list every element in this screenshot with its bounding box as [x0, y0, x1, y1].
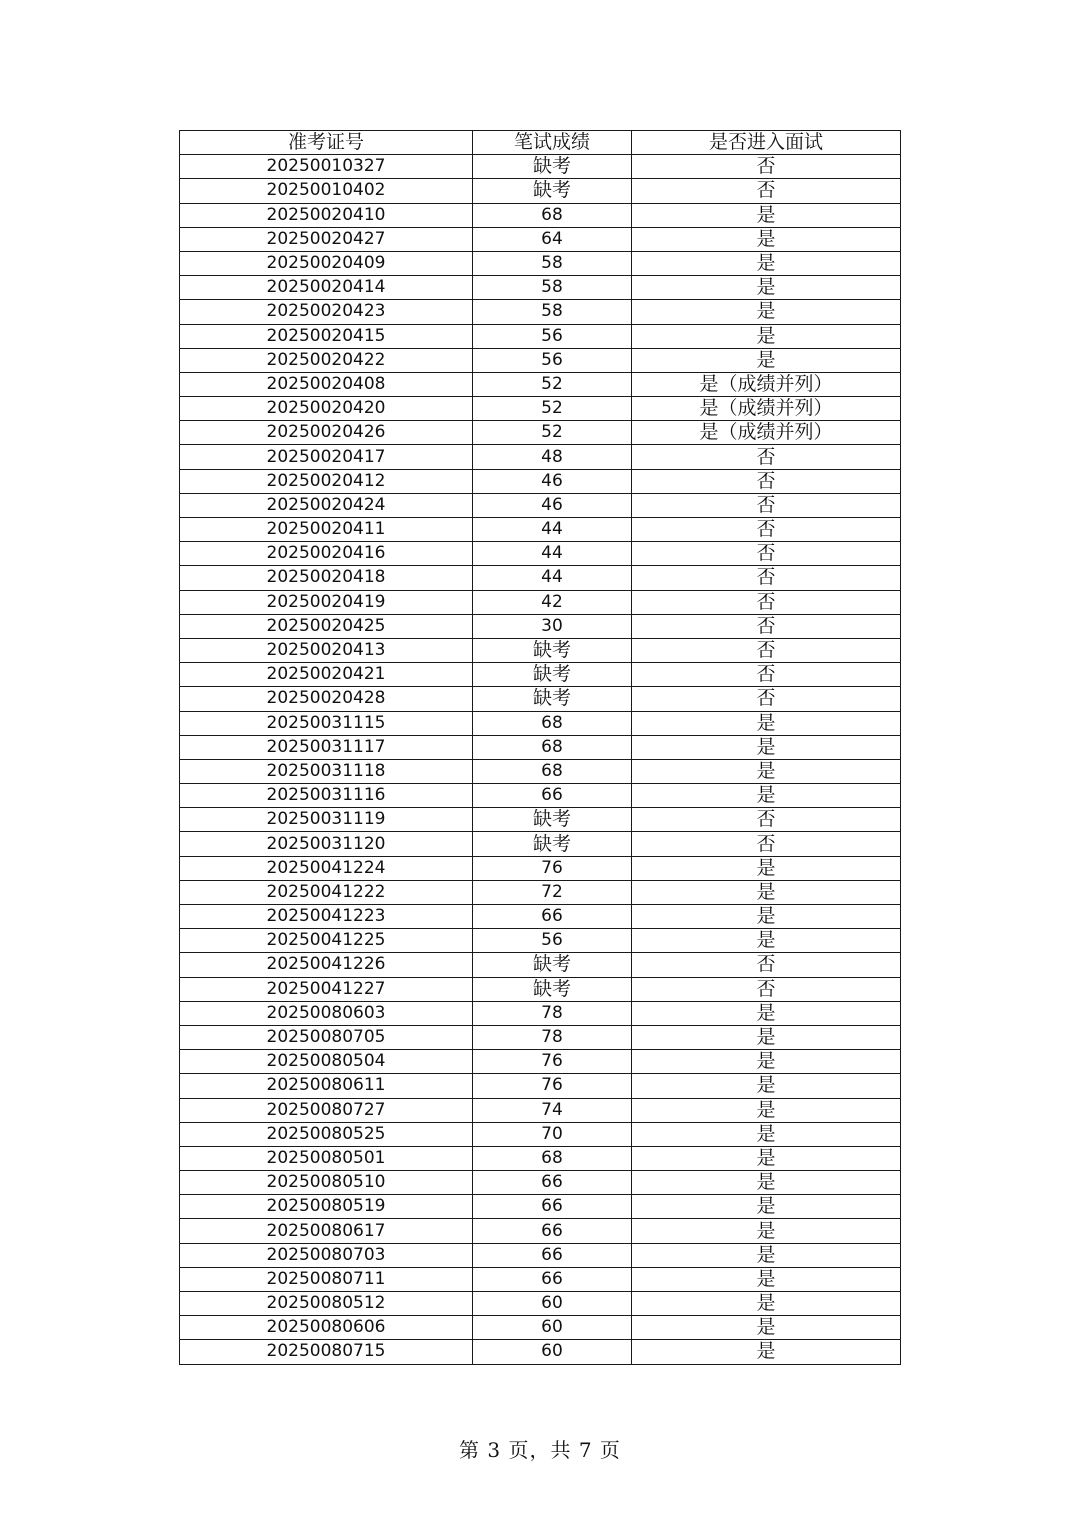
cell-exam-id: 20250041225	[180, 929, 473, 953]
cell-written-score: 68	[473, 711, 632, 735]
cell-exam-id: 20250080603	[180, 1001, 473, 1025]
cell-exam-id: 20250020423	[180, 300, 473, 324]
cell-exam-id: 20250080510	[180, 1171, 473, 1195]
cell-exam-id: 20250020415	[180, 324, 473, 348]
cell-exam-id: 20250010327	[180, 155, 473, 179]
table-row	[180, 251, 901, 275]
cell-interview-status: 是	[632, 1340, 901, 1364]
table-row	[180, 784, 901, 808]
cell-written-score: 78	[473, 1001, 632, 1025]
cell-written-score: 缺考	[473, 663, 632, 687]
cell-exam-id: 20250020413	[180, 638, 473, 662]
cell-written-score: 68	[473, 1146, 632, 1170]
cell-exam-id: 20250041223	[180, 905, 473, 929]
cell-written-score: 68	[473, 735, 632, 759]
cell-exam-id: 20250010402	[180, 179, 473, 203]
table-row	[180, 493, 901, 517]
table-row	[180, 300, 901, 324]
cell-interview-status: 是	[632, 735, 901, 759]
cell-exam-id: 20250020426	[180, 421, 473, 445]
table-row	[180, 348, 901, 372]
cell-interview-status: 是	[632, 1219, 901, 1243]
cell-exam-id: 20250080525	[180, 1122, 473, 1146]
cell-interview-status: 否	[632, 469, 901, 493]
cell-interview-status: 否	[632, 663, 901, 687]
cell-written-score: 56	[473, 929, 632, 953]
cell-exam-id: 20250041227	[180, 977, 473, 1001]
cell-written-score: 56	[473, 348, 632, 372]
cell-interview-status: 否	[632, 518, 901, 542]
cell-exam-id: 20250020416	[180, 542, 473, 566]
cell-interview-status: 是	[632, 880, 901, 904]
cell-interview-status: 否	[632, 977, 901, 1001]
cell-written-score: 46	[473, 469, 632, 493]
cell-written-score: 44	[473, 566, 632, 590]
header-interview-status: 是否进入面试	[632, 131, 901, 155]
cell-interview-status: 否	[632, 590, 901, 614]
cell-written-score: 缺考	[473, 687, 632, 711]
table-row	[180, 1146, 901, 1170]
cell-exam-id: 20250080703	[180, 1243, 473, 1267]
table-row	[180, 276, 901, 300]
cell-written-score: 52	[473, 397, 632, 421]
cell-interview-status: 是（成绩并列）	[632, 372, 901, 396]
cell-interview-status: 否	[632, 566, 901, 590]
table-row	[180, 1340, 901, 1364]
table-row	[180, 1267, 901, 1291]
cell-written-score: 66	[473, 1267, 632, 1291]
table-row	[180, 1001, 901, 1025]
table-row	[180, 1122, 901, 1146]
page-number-footer: 第 3 页，共 7 页	[459, 1438, 621, 1462]
cell-written-score: 66	[473, 784, 632, 808]
table-row	[180, 953, 901, 977]
cell-written-score: 44	[473, 542, 632, 566]
cell-written-score: 缺考	[473, 953, 632, 977]
table-row	[180, 542, 901, 566]
cell-written-score: 66	[473, 1171, 632, 1195]
table-row	[180, 1171, 901, 1195]
cell-interview-status: 是	[632, 1122, 901, 1146]
cell-exam-id: 20250031119	[180, 808, 473, 832]
cell-exam-id: 20250020419	[180, 590, 473, 614]
cell-written-score: 58	[473, 300, 632, 324]
cell-interview-status: 是	[632, 251, 901, 275]
table-row	[180, 445, 901, 469]
table-row	[180, 1098, 901, 1122]
cell-written-score: 60	[473, 1292, 632, 1316]
cell-exam-id: 20250080711	[180, 1267, 473, 1291]
table-row	[180, 735, 901, 759]
cell-exam-id: 20250020410	[180, 203, 473, 227]
cell-exam-id: 20250080611	[180, 1074, 473, 1098]
table-row	[180, 179, 901, 203]
table-body	[180, 155, 901, 1364]
cell-interview-status: 是	[632, 1098, 901, 1122]
table-row	[180, 203, 901, 227]
cell-written-score: 缺考	[473, 808, 632, 832]
cell-written-score: 66	[473, 1219, 632, 1243]
cell-written-score: 30	[473, 614, 632, 638]
cell-written-score: 52	[473, 421, 632, 445]
cell-interview-status: 否	[632, 614, 901, 638]
table-row	[180, 638, 901, 662]
cell-exam-id: 20250041224	[180, 856, 473, 880]
table-row	[180, 1219, 901, 1243]
cell-interview-status: 是	[632, 276, 901, 300]
cell-written-score: 76	[473, 1050, 632, 1074]
cell-exam-id: 20250080617	[180, 1219, 473, 1243]
cell-interview-status: 否	[632, 179, 901, 203]
table-row	[180, 1195, 901, 1219]
cell-exam-id: 20250080715	[180, 1340, 473, 1364]
cell-interview-status: 否	[632, 155, 901, 179]
table-row	[180, 155, 901, 179]
header-exam-id: 准考证号	[180, 131, 473, 155]
table-row	[180, 1292, 901, 1316]
cell-exam-id: 20250080504	[180, 1050, 473, 1074]
cell-exam-id: 20250020420	[180, 397, 473, 421]
cell-interview-status: 否	[632, 638, 901, 662]
cell-exam-id: 20250080606	[180, 1316, 473, 1340]
cell-interview-status: 是	[632, 1050, 901, 1074]
cell-exam-id: 20250020417	[180, 445, 473, 469]
cell-interview-status: 是	[632, 759, 901, 783]
cell-written-score: 68	[473, 203, 632, 227]
table-row	[180, 1025, 901, 1049]
table-row	[180, 590, 901, 614]
cell-exam-id: 20250020411	[180, 518, 473, 542]
table-row	[180, 1050, 901, 1074]
cell-interview-status: 是	[632, 348, 901, 372]
cell-written-score: 66	[473, 1243, 632, 1267]
table-row	[180, 711, 901, 735]
cell-exam-id: 20250031118	[180, 759, 473, 783]
cell-interview-status: 否	[632, 832, 901, 856]
cell-written-score: 缺考	[473, 832, 632, 856]
header-written-score: 笔试成绩	[473, 131, 632, 155]
cell-written-score: 48	[473, 445, 632, 469]
table-row	[180, 880, 901, 904]
cell-written-score: 56	[473, 324, 632, 348]
cell-written-score: 42	[473, 590, 632, 614]
cell-interview-status: 是	[632, 1267, 901, 1291]
cell-interview-status: 是	[632, 929, 901, 953]
cell-exam-id: 20250020408	[180, 372, 473, 396]
cell-interview-status: 是	[632, 784, 901, 808]
table-row	[180, 663, 901, 687]
table-row	[180, 1316, 901, 1340]
table-row	[180, 808, 901, 832]
cell-exam-id: 20250020427	[180, 227, 473, 251]
cell-interview-status: 是	[632, 1316, 901, 1340]
cell-interview-status: 是	[632, 324, 901, 348]
cell-exam-id: 20250080705	[180, 1025, 473, 1049]
cell-written-score: 60	[473, 1340, 632, 1364]
cell-exam-id: 20250031120	[180, 832, 473, 856]
table-row	[180, 977, 901, 1001]
cell-exam-id: 20250020414	[180, 276, 473, 300]
table-row	[180, 397, 901, 421]
cell-interview-status: 是	[632, 1292, 901, 1316]
cell-exam-id: 20250020409	[180, 251, 473, 275]
table-row	[180, 905, 901, 929]
table-row	[180, 929, 901, 953]
table-row	[180, 687, 901, 711]
cell-written-score: 缺考	[473, 977, 632, 1001]
cell-written-score: 68	[473, 759, 632, 783]
cell-interview-status: 是	[632, 711, 901, 735]
cell-written-score: 76	[473, 1074, 632, 1098]
table-row	[180, 227, 901, 251]
table-row	[180, 1074, 901, 1098]
cell-interview-status: 否	[632, 808, 901, 832]
cell-interview-status: 是	[632, 1195, 901, 1219]
cell-written-score: 缺考	[473, 179, 632, 203]
cell-written-score: 74	[473, 1098, 632, 1122]
table-row	[180, 1243, 901, 1267]
table-row	[180, 324, 901, 348]
cell-interview-status: 是	[632, 856, 901, 880]
cell-interview-status: 是	[632, 1146, 901, 1170]
cell-written-score: 66	[473, 905, 632, 929]
cell-interview-status: 是（成绩并列）	[632, 397, 901, 421]
cell-written-score: 60	[473, 1316, 632, 1340]
cell-written-score: 44	[473, 518, 632, 542]
cell-interview-status: 是	[632, 300, 901, 324]
cell-exam-id: 20250041222	[180, 880, 473, 904]
cell-exam-id: 20250020412	[180, 469, 473, 493]
cell-exam-id: 20250020418	[180, 566, 473, 590]
cell-exam-id: 20250020428	[180, 687, 473, 711]
cell-written-score: 78	[473, 1025, 632, 1049]
cell-exam-id: 20250020422	[180, 348, 473, 372]
table-row	[180, 421, 901, 445]
cell-interview-status: 是	[632, 1025, 901, 1049]
cell-written-score: 72	[473, 880, 632, 904]
cell-interview-status: 是	[632, 1074, 901, 1098]
header-row	[180, 131, 901, 155]
cell-exam-id: 20250020424	[180, 493, 473, 517]
cell-exam-id: 20250080519	[180, 1195, 473, 1219]
table-row	[180, 759, 901, 783]
table-row	[180, 372, 901, 396]
cell-interview-status: 是	[632, 203, 901, 227]
cell-written-score: 64	[473, 227, 632, 251]
results-table	[179, 130, 901, 1365]
cell-written-score: 缺考	[473, 155, 632, 179]
cell-interview-status: 是	[632, 227, 901, 251]
table-row	[180, 856, 901, 880]
cell-written-score: 70	[473, 1122, 632, 1146]
cell-interview-status: 是	[632, 905, 901, 929]
cell-interview-status: 否	[632, 953, 901, 977]
table-row	[180, 566, 901, 590]
cell-written-score: 缺考	[473, 638, 632, 662]
cell-exam-id: 20250080501	[180, 1146, 473, 1170]
cell-interview-status: 否	[632, 445, 901, 469]
cell-interview-status: 否	[632, 687, 901, 711]
cell-exam-id: 20250020421	[180, 663, 473, 687]
cell-exam-id: 20250020425	[180, 614, 473, 638]
cell-written-score: 76	[473, 856, 632, 880]
cell-interview-status: 是	[632, 1171, 901, 1195]
cell-interview-status: 是	[632, 1243, 901, 1267]
cell-exam-id: 20250031115	[180, 711, 473, 735]
table-row	[180, 469, 901, 493]
cell-exam-id: 20250041226	[180, 953, 473, 977]
cell-written-score: 52	[473, 372, 632, 396]
cell-exam-id: 20250080512	[180, 1292, 473, 1316]
cell-written-score: 58	[473, 276, 632, 300]
cell-interview-status: 否	[632, 542, 901, 566]
table-row	[180, 518, 901, 542]
cell-exam-id: 20250031116	[180, 784, 473, 808]
cell-exam-id: 20250080727	[180, 1098, 473, 1122]
cell-interview-status: 是（成绩并列）	[632, 421, 901, 445]
cell-written-score: 46	[473, 493, 632, 517]
cell-exam-id: 20250031117	[180, 735, 473, 759]
table-row	[180, 832, 901, 856]
cell-interview-status: 否	[632, 493, 901, 517]
cell-written-score: 58	[473, 251, 632, 275]
cell-written-score: 66	[473, 1195, 632, 1219]
table-row	[180, 614, 901, 638]
cell-interview-status: 是	[632, 1001, 901, 1025]
